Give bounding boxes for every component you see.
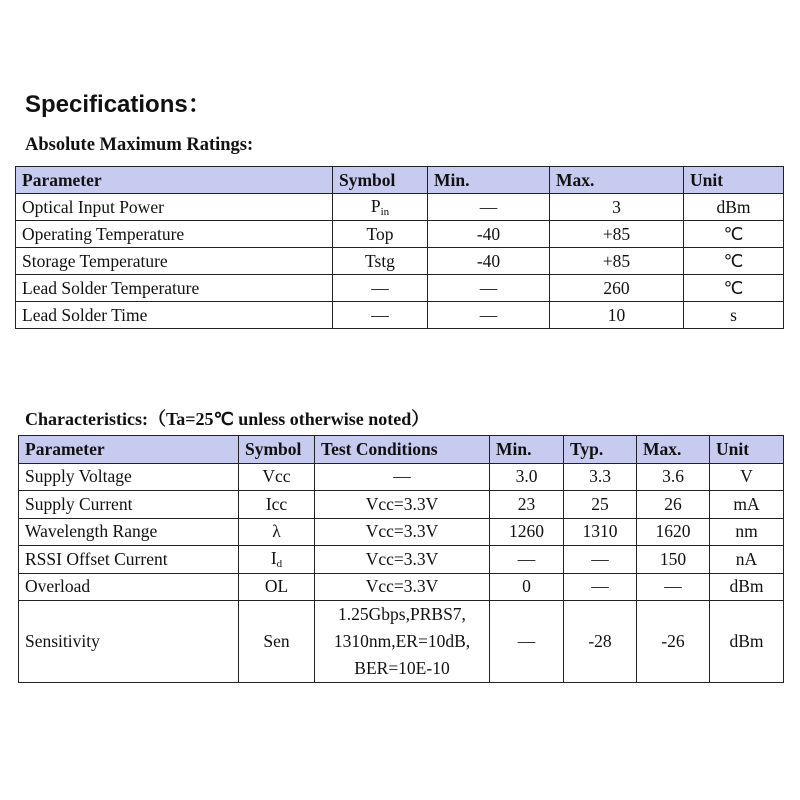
- symbol-text: Icc: [265, 493, 288, 514]
- unit-cell: mA: [710, 491, 784, 519]
- min-cell: —: [490, 601, 564, 683]
- unit-cell: dBm: [684, 194, 784, 221]
- parameter-cell: Sensitivity: [19, 601, 239, 683]
- header-cell: Parameter: [16, 167, 333, 194]
- symbol-cell: [239, 518, 315, 546]
- symbol-cell: [333, 248, 428, 275]
- unit-cell: dBm: [710, 573, 784, 601]
- test-condition-line: BER=10E-10: [354, 658, 450, 678]
- table-row: [19, 518, 784, 546]
- max-cell: 10: [550, 302, 684, 329]
- table-header-row: [19, 436, 784, 464]
- max-cell: -26: [637, 601, 710, 683]
- unit-cell: V: [710, 463, 784, 491]
- parameter-cell: Wavelength Range: [19, 518, 239, 546]
- parameter-cell: Supply Current: [19, 491, 239, 519]
- symbol-text: I: [270, 548, 277, 569]
- table-row: [19, 546, 784, 574]
- max-cell: —: [637, 573, 710, 601]
- symbol-cell: [333, 221, 428, 248]
- parameter-cell: Lead Solder Time: [16, 302, 333, 329]
- min-cell: 0: [490, 573, 564, 601]
- test-conditions-cell: Vcc=3.3V: [315, 546, 490, 574]
- max-cell: +85: [550, 248, 684, 275]
- symbol-cell: [333, 194, 428, 221]
- typ-cell: 1310: [564, 518, 637, 546]
- header-cell: Max.: [637, 436, 710, 464]
- page-title: Specifications：: [25, 91, 212, 118]
- min-cell: 23: [490, 491, 564, 519]
- max-cell: 150: [637, 546, 710, 574]
- symbol-cell: [239, 491, 315, 519]
- symbol-text: —: [371, 277, 389, 298]
- parameter-cell: Lead Solder Temperature: [16, 275, 333, 302]
- symbol-subscript: in: [380, 206, 390, 218]
- table-header-row: [16, 167, 784, 194]
- unit-cell: nm: [710, 518, 784, 546]
- header-cell: Unit: [684, 167, 784, 194]
- unit-cell: ℃: [684, 221, 784, 248]
- table-row: [19, 491, 784, 519]
- unit-cell: dBm: [710, 601, 784, 683]
- symbol-cell: [239, 546, 315, 574]
- symbol-cell: [333, 302, 428, 329]
- max-cell: 26: [637, 491, 710, 519]
- header-cell: Parameter: [19, 436, 239, 464]
- symbol-cell: [239, 463, 315, 491]
- header-cell: Symbol: [239, 436, 315, 464]
- test-conditions-cell: Vcc=3.3V: [315, 573, 490, 601]
- symbol-text: P: [370, 196, 381, 216]
- amr-heading: Absolute Maximum Ratings:: [25, 135, 254, 155]
- parameter-cell: Optical Input Power: [16, 194, 333, 221]
- max-cell: 3.6: [637, 463, 710, 491]
- table-row: [16, 302, 784, 329]
- header-cell: Min.: [428, 167, 550, 194]
- parameter-cell: Storage Temperature: [16, 248, 333, 275]
- symbol-text: Top: [366, 223, 394, 244]
- symbol-text: Vcc: [262, 466, 291, 487]
- max-cell: +85: [550, 221, 684, 248]
- symbol-cell: Sen: [239, 601, 315, 683]
- min-cell: —: [428, 302, 550, 329]
- parameter-cell: Supply Voltage: [19, 463, 239, 491]
- test-condition-line: 1310nm,ER=10dB,: [333, 631, 471, 651]
- symbol-text: λ: [272, 521, 281, 542]
- unit-cell: s: [684, 302, 784, 329]
- symbol-text: Tstg: [365, 250, 395, 271]
- header-cell: Max.: [550, 167, 684, 194]
- parameter-cell: Operating Temperature: [16, 221, 333, 248]
- table-row: [16, 194, 784, 221]
- unit-cell: nA: [710, 546, 784, 574]
- min-cell: -40: [428, 248, 550, 275]
- min-cell: —: [490, 546, 564, 574]
- min-cell: —: [428, 194, 550, 221]
- unit-cell: ℃: [684, 275, 784, 302]
- symbol-subscript: d: [276, 558, 283, 571]
- table-row: [19, 573, 784, 601]
- test-conditions-cell: Vcc=3.3V: [315, 491, 490, 519]
- header-cell: Min.: [490, 436, 564, 464]
- characteristics-table: [18, 435, 784, 683]
- min-cell: —: [428, 275, 550, 302]
- typ-cell: 25: [564, 491, 637, 519]
- parameter-cell: RSSI Offset Current: [19, 546, 239, 574]
- table-row: [16, 221, 784, 248]
- unit-cell: ℃: [684, 248, 784, 275]
- characteristics-heading: Characteristics:（Ta=25℃ unless otherwise noted）: [25, 409, 430, 429]
- min-cell: 3.0: [490, 463, 564, 491]
- max-cell: 260: [550, 275, 684, 302]
- table-row-sensitivity: [19, 601, 784, 683]
- test-condition-line: 1.25Gbps,PRBS7,: [338, 604, 466, 624]
- symbol-text: OL: [264, 576, 289, 597]
- typ-cell: 3.3: [564, 463, 637, 491]
- header-cell: Unit: [710, 436, 784, 464]
- typ-cell: —: [564, 546, 637, 574]
- typ-cell: —: [564, 573, 637, 601]
- symbol-text: —: [371, 304, 389, 325]
- max-cell: 1620: [637, 518, 710, 546]
- typ-cell: -28: [564, 601, 637, 683]
- symbol-cell: [239, 573, 315, 601]
- test-conditions-cell: Vcc=3.3V: [315, 518, 490, 546]
- table-row: [19, 463, 784, 491]
- absolute-max-ratings-table: [15, 166, 784, 329]
- table-row: [16, 248, 784, 275]
- table-row: [16, 275, 784, 302]
- min-cell: -40: [428, 221, 550, 248]
- parameter-cell: Overload: [19, 573, 239, 601]
- header-cell: Typ.: [564, 436, 637, 464]
- header-cell: Test Conditions: [315, 436, 490, 464]
- test-conditions-cell: —: [315, 463, 490, 491]
- header-cell: Symbol: [333, 167, 428, 194]
- max-cell: 3: [550, 194, 684, 221]
- test-conditions-cell: [315, 601, 490, 683]
- symbol-cell: [333, 275, 428, 302]
- min-cell: 1260: [490, 518, 564, 546]
